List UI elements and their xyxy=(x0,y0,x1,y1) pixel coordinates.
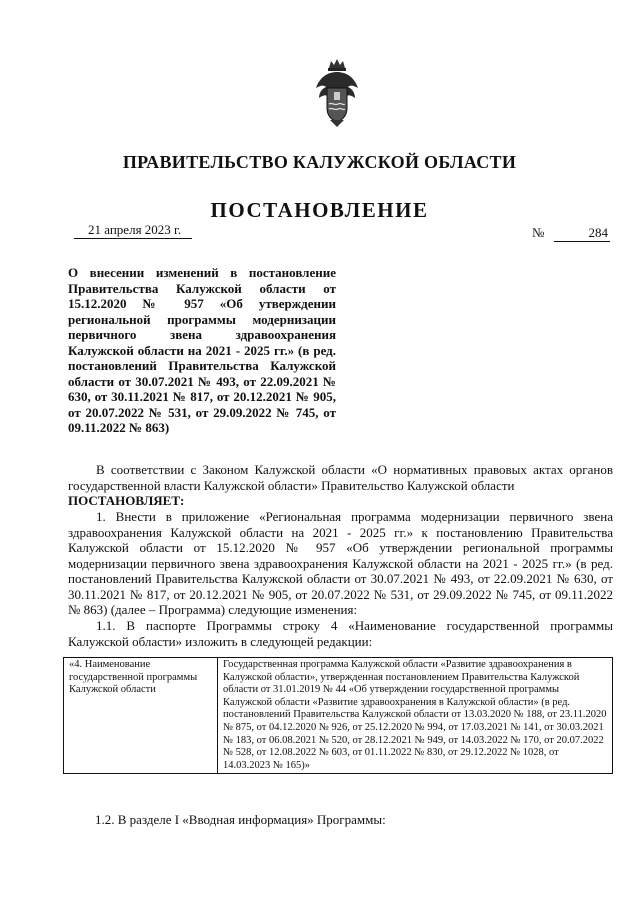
preamble-paragraph xyxy=(68,462,613,493)
item-1-2-paragraph: 1.2. В разделе I «Вводная информация» Программы: xyxy=(95,812,386,827)
decree-word: ПОСТАНОВЛЯЕТ: xyxy=(68,493,185,508)
number-sign: № xyxy=(532,225,545,240)
document-subject: О внесении изменений в постановление Правительства Калужской области от 15.12.2020 № 957 «Об утверждении региональной программы модернизации первичного звена здравоохранения Калужской области на 2021 - 2025 гг.» (в ред. постановлений Правительства Калужской области от 30.07.2021 № 493, от 22.09.2021 № 630, от 30.11.2021 № 817, от 20.12.2021 № 905, от 20.07.2022 № 531, от 29.09.2022 № 745, от 09.11.2022 № 863) xyxy=(68,265,336,435)
coat-of-arms-icon xyxy=(312,58,362,128)
table-row xyxy=(64,658,613,774)
preamble-text: В соответствии с Законом Калужской области «О нормативных правовых актах органов государственной власти Калужской области» Правительство Калужской области xyxy=(68,462,613,493)
document-number: 284 xyxy=(554,225,610,242)
document-type-title: ПОСТАНОВЛЕНИЕ xyxy=(210,198,429,222)
item-1-paragraph: 1. Внести в приложение «Региональная программа модернизации первичного звена здравоохранения Калужской области на 2021 - 2025 гг.» к постановлению Правительства Калужской области от 15.12.2020 № 957 «Об утверждении региональной программы модернизации первичного звена здравоохранения Калужской области на 2021 - 2025 гг.» (в ред. постановлений Правительства Калужской области от 30.07.2021 № 493, от 22.09.2021 № 630, от 30.11.2021 № 817, от 20.12.2021 № 905, от 20.07.2022 № 531, от 29.09.2022 № 745, от 09.11.2022 № 863) (далее – Программа) следующие изменения: xyxy=(68,509,613,617)
table-cell-value: Государственная программа Калужской области «Развитие здравоохранения в Калужской области», утвержденная постановлением Правительства Калужской области от 31.01.2019 № 44 «Об утверждении государственной программы Калужской области «Развитие здравоохранения в Калужской области» (в ред. постановлений Правительства Калужской области от 13.03.2020 № 188, от 23.11.2020 № 875, от 04.12.2020 № 926, от 25.12.2020 № 994, от 17.03.2021 № 141, от 30.03.2021 № 183, от 06.08.2021 № 520, от 28.12.2021 № 949, от 14.03.2022 № 170, от 20.07.2022 № 528, от 12.08.2022 № 603, от 01.11.2022 № 830, от 29.12.2022 № 1028, от 14.03.2023 № 165)» xyxy=(218,658,613,774)
government-title: ПРАВИТЕЛЬСТВО КАЛУЖСКОЙ ОБЛАСТИ xyxy=(122,152,517,172)
program-name-table xyxy=(63,657,613,774)
item-1-1-paragraph: 1.1. В паспорте Программы строку 4 «Наименование государственной программы Калужской области» изложить в следующей редакции: xyxy=(68,618,613,649)
document-number-field xyxy=(532,225,610,241)
document-date: 21 апреля 2023 г. xyxy=(74,222,192,239)
table-cell-label: «4. Наименование государственной программы Калужской области xyxy=(64,658,218,774)
